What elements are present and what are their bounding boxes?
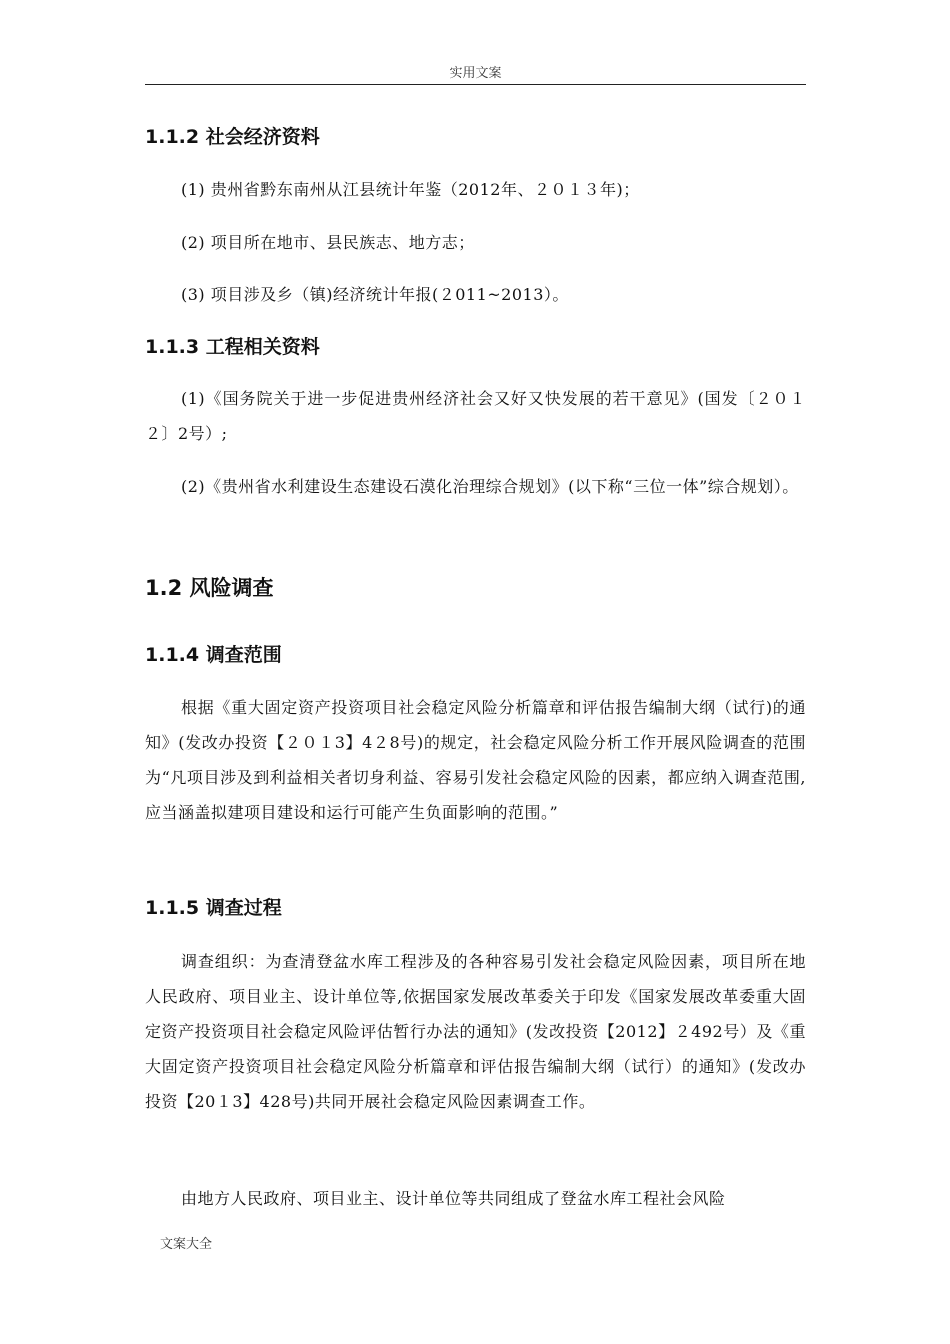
heading-1-1-5: 1.1.5 调查过程 <box>145 897 282 919</box>
list-item: (1) 贵州省黔东南州从江县统计年鉴（2012年、２０１３年)； <box>181 180 640 199</box>
list-item: (1)《国务院关于进一步促进贵州经济社会又好又快发展的若干意见》(国发〔２０１２〕2号）; <box>145 389 806 443</box>
list-item: (3) 项目涉及乡（镇)经济统计年报(２011~2013）。 <box>181 285 569 304</box>
page-header: 实用文案 <box>145 66 806 85</box>
list-item: (2)《贵州省水利建设生态建设石漠化治理综合规划》(以下称“三位一体”综合规划）。 <box>181 477 799 496</box>
page-footer: 文案大全 <box>160 1237 213 1252</box>
list-item: (2) 项目所在地市、县民族志、地方志； <box>181 233 475 252</box>
heading-1-1-3: 1.1.3 工程相关资料 <box>145 336 320 358</box>
paragraph: 根据《重大固定资产投资项目社会稳定风险分析篇章和评估报告编制大纲（试行)的通知》(发改办投资【２０１3】4２8号)的规定，社会稳定风险分析工作开展风险调查的范围为“凡项目涉及到利益相关者切身利益、容易引发社会稳定风险的因素，都应纳入调查范围,应当涵盖拟建项目建设和运行可能产生负面影响的范围。” <box>145 698 806 822</box>
heading-1-2: 1.2 风险调查 <box>145 576 274 600</box>
paragraph: 由地方人民政府、项目业主、设计单位等共同组成了登盆水库工程社会风险 <box>181 1189 726 1208</box>
heading-1-1-2: 1.1.2 社会经济资料 <box>145 126 320 148</box>
heading-1-1-4: 1.1.4 调查范围 <box>145 644 282 666</box>
paragraph: 调查组织：为查清登盆水库工程涉及的各种容易引发社会稳定风险因素，项目所在地人民政府、项目业主、设计单位等,依据国家发展改革委关于印发《国家发展改革委重大固定资产投资项目社会稳定风险评估暂行办法的通知》(发改投资【2012】２492号）及《重大固定资产投资项目社会稳定风险分析篇章和评估报告编制大纲（试行）的通知》(发改办投资【20１3】428号)共同开展社会稳定风险因素调查工作。 <box>145 952 806 1111</box>
